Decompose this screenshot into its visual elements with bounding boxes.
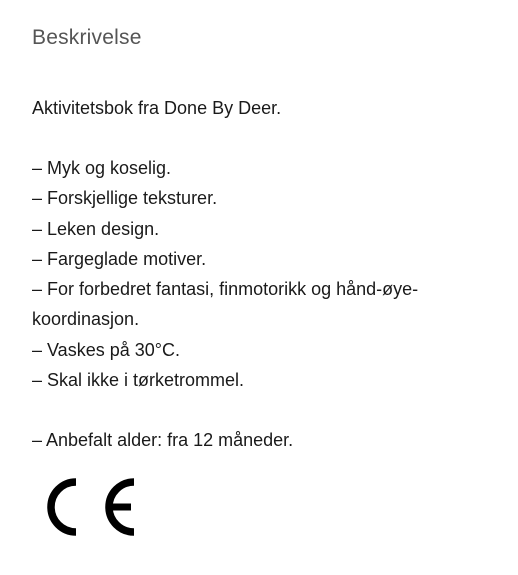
- ce-mark-icon: [36, 474, 136, 540]
- product-intro: Aktivitetsbok fra Done By Deer.: [32, 98, 282, 118]
- feature-item: – Skal ikke i tørketrommel.: [32, 370, 245, 391]
- feature-item: – Leken design.: [32, 218, 160, 239]
- feature-item: – Forskjellige teksturer.: [32, 188, 218, 209]
- feature-item: – For forbedret fantasi, finmotorikk og hånd-øye-koordinasjon.: [32, 279, 419, 330]
- feature-item: – Vaskes på 30°C.: [32, 339, 180, 360]
- feature-item: – Myk og koselig.: [32, 158, 172, 178]
- feature-item: – Fargeglade motiver.: [32, 248, 207, 269]
- description-heading: Beskrivelse: [32, 26, 142, 49]
- description-section: [32, 26, 502, 50]
- recommended-age: – Anbefalt alder: fra 12 måneder.: [32, 430, 294, 450]
- feature-list: [32, 153, 492, 395]
